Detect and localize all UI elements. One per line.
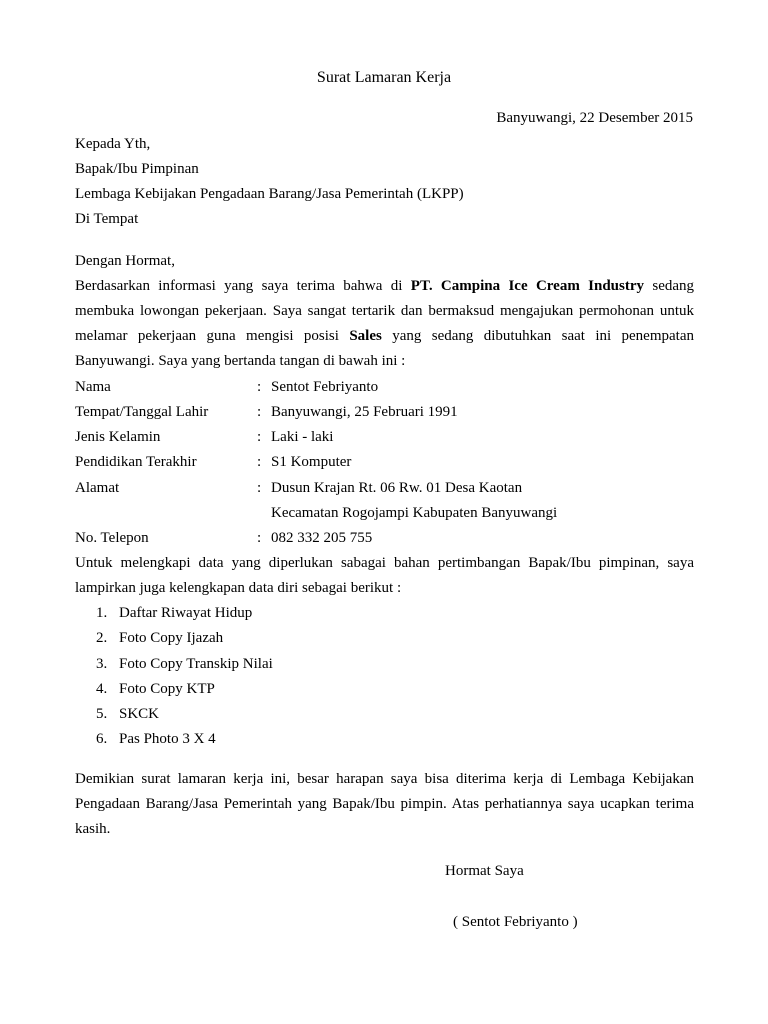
attach-intro-line-1: Untuk melengkapi data yang diperlukan sabagai bahan pertimbangan Bapak/Ibu pimpinan, saya <box>75 555 694 571</box>
field-label-phone: No. Telepon <box>75 530 149 546</box>
list-number: 5. <box>96 706 108 722</box>
list-number: 1. <box>96 605 108 621</box>
list-item: Foto Copy Transkip Nilai <box>119 656 273 672</box>
field-label-birth: Tempat/Tanggal Lahir <box>75 404 209 420</box>
signature-name: ( Sentot Febriyanto ) <box>453 914 578 930</box>
recipient-line2: Lembaga Kebijakan Pengadaan Barang/Jasa Pemerintah (LKPP) <box>75 186 464 202</box>
field-label-name: Nama <box>75 379 111 395</box>
list-item: Foto Copy KTP <box>119 681 215 697</box>
field-colon: : <box>257 530 262 546</box>
intro-line-2: membuka lowongan pekerjaan. Saya sangat tertarik dan bermaksud mengajukan permohonan untuk <box>75 303 694 319</box>
intro-text-3b: yang sedang dibutuhkan saat ini penempatan <box>392 328 694 344</box>
field-value-address: Dusun Krajan Rt. 06 Rw. 01 Desa Kaotan <box>271 480 523 496</box>
field-colon: : <box>257 404 262 420</box>
recipient-line3: Di Tempat <box>75 211 139 227</box>
list-item: SKCK <box>119 706 160 722</box>
field-label-education: Pendidikan Terakhir <box>75 454 197 470</box>
field-value-address-2: Kecamatan Rogojampi Kabupaten Banyuwangi <box>271 505 558 521</box>
field-colon: : <box>257 379 262 395</box>
recipient-to: Kepada Yth, <box>75 136 151 152</box>
intro-text-1b: sedang <box>652 278 695 294</box>
field-value-birth: Banyuwangi, 25 Februari 1991 <box>271 404 458 420</box>
place-date: Banyuwangi, 22 Desember 2015 <box>496 110 693 126</box>
list-number: 3. <box>96 656 108 672</box>
greeting: Dengan Hormat, <box>75 253 175 269</box>
signature-salutation: Hormat Saya <box>445 863 524 879</box>
field-value-phone: 082 332 205 755 <box>271 530 373 546</box>
field-label-address: Alamat <box>75 480 120 496</box>
intro-text-3a: melamar pekerjaan guna mengisi posisi <box>75 328 339 344</box>
field-label-gender: Jenis Kelamin <box>75 429 161 445</box>
closing-line-3: kasih. <box>75 821 111 837</box>
field-colon: : <box>257 480 262 496</box>
page-title: Surat Lamaran Kerja <box>316 69 452 86</box>
intro-line-1 <box>75 276 694 296</box>
list-item: Foto Copy Ijazah <box>119 630 224 646</box>
list-number: 2. <box>96 630 108 646</box>
list-number: 4. <box>96 681 108 697</box>
list-item: Daftar Riwayat Hidup <box>119 605 253 621</box>
field-colon: : <box>257 429 262 445</box>
closing-line-2: Pengadaan Barang/Jasa Pemerintah yang Bapak/Ibu pimpin. Atas perhatiannya saya ucapkan terima <box>75 796 694 812</box>
list-number: 6. <box>96 731 108 747</box>
intro-line-4: Banyuwangi. Saya yang bertanda tangan di bawah ini : <box>75 353 406 369</box>
position-name: Sales <box>349 328 382 344</box>
closing-line-1: Demikian surat lamaran kerja ini, besar harapan saya bisa diterima kerja di Lembaga Kebijakan <box>75 771 694 787</box>
attach-intro-line-2: lampirkan juga kelengkapan data diri sebagai berikut : <box>75 580 402 596</box>
field-value-gender: Laki - laki <box>271 429 334 445</box>
recipient-line1: Bapak/Ibu Pimpinan <box>75 161 199 177</box>
field-value-name: Sentot Febriyanto <box>271 379 379 395</box>
field-value-education: S1 Komputer <box>271 454 352 470</box>
intro-text-1a: Berdasarkan informasi yang saya terima bahwa di <box>75 278 403 294</box>
field-colon: : <box>257 454 262 470</box>
intro-line-3 <box>75 326 694 346</box>
company-name: PT. Campina Ice Cream Industry <box>410 278 645 294</box>
list-item: Pas Photo 3 X 4 <box>119 731 216 747</box>
